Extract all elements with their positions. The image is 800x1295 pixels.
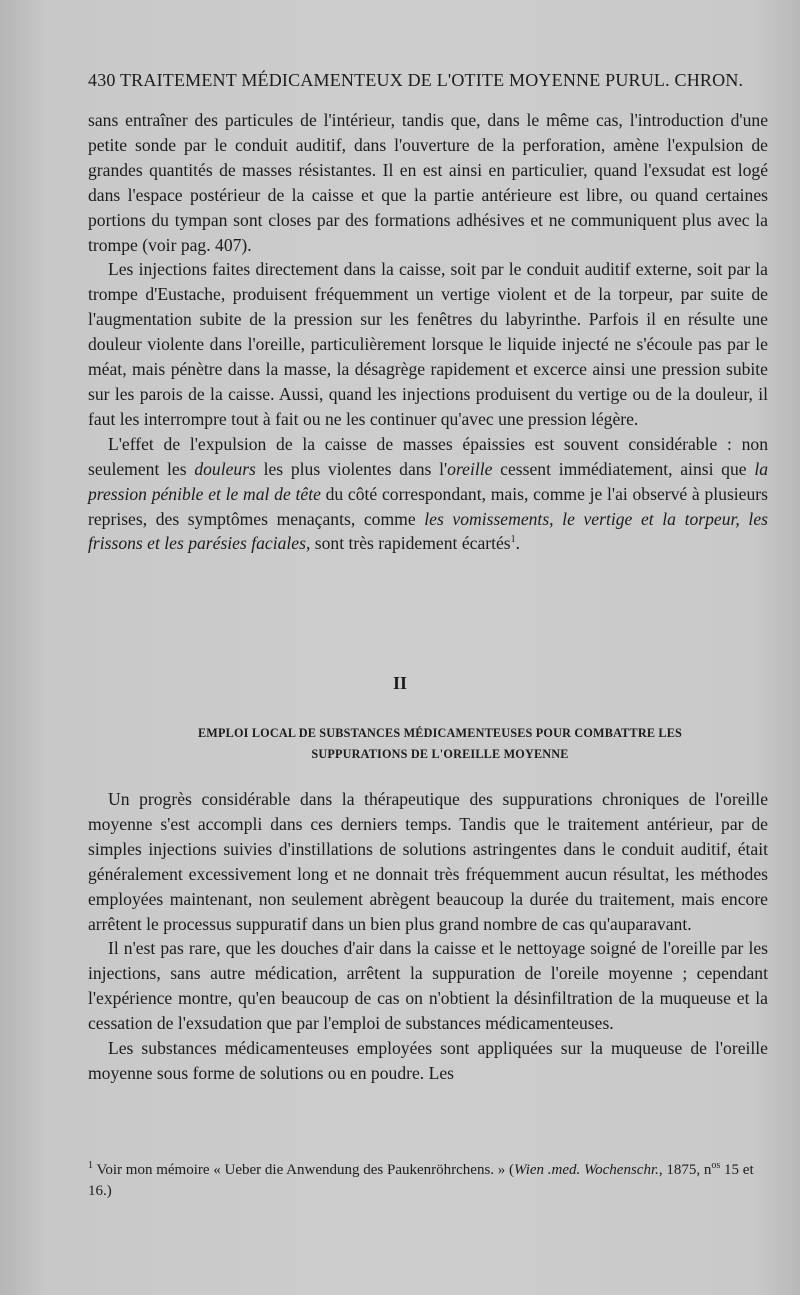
text-run: sont très rapidement écartés <box>310 533 511 554</box>
footnote-mark: 1 <box>88 1160 93 1171</box>
paragraph-air-douches: Il n'est pas rare, que les douches d'air dans la caisse et le nettoyage soigné de l'oreille par les injections, sans autre médication, arrêtent la suppuration de l'oreile moyenne ; cependant l'expérience montre, qu'en beaucoup de cas on n'obtient la désinfiltration de la muqueuse et la cessation de l'exsudation que par l'emploi de substances médicamenteuses. <box>88 938 768 1034</box>
italic-run: la pression pénible et le mal de tête <box>88 458 768 504</box>
footnote-text: 15 et 16.) <box>88 1162 754 1199</box>
paragraph-substances: Les substances médicamenteuses employées sont appliquées sur la muqueuse de l'oreille moyenne sous forme de solutions ou en poudre. Les <box>88 1038 768 1083</box>
footnote <box>88 1160 768 1202</box>
section-heading-line-1: EMPLOI LOCAL DE SUBSTANCES MÉDICAMENTEUSES POUR COMBATTRE LES <box>197 726 683 740</box>
text-run: les plus violentes dans l' <box>255 458 448 479</box>
footnote-superscript: os <box>711 1160 721 1171</box>
italic-run: oreille <box>447 458 493 479</box>
paragraph-progress: Un progrès considérable dans la thérapeutique des suppurations chroniques de l'oreille moyenne s'est accompli dans ces derniers temps. Tandis que le traitement antérieur, par de simples injections suivies d'instillations de solutions astringentes dans le conduit auditif, était généralement excessivement long et ne donnait très fréquemment aucun résultat, les méthodes employées maintenant, non seulement abrègent beaucoup la durée du traitement, mais encore arrêtent le processus suppuratif dans un bien plus grand nombre de cas qu'auparavant. <box>88 789 768 934</box>
footnote-text: 1875, n <box>662 1162 712 1178</box>
paragraph-effect <box>88 432 768 557</box>
text-run: . <box>515 533 521 554</box>
italic-run: les vomissements, le vertige et la torpeur, les frissons et les parésies faciales, <box>88 508 768 554</box>
italic-run: douleurs <box>194 458 256 479</box>
text-run: cessent immédiatement, ainsi que <box>492 458 755 479</box>
section-number: II <box>392 673 407 693</box>
footnote-reference[interactable]: 1 <box>510 534 516 546</box>
section-heading-line-2: SUPPURATIONS DE L'OREILLE MOYENNE <box>311 747 569 761</box>
footnote-text: Voir mon mémoire « Ueber die Anwendung des Paukenröhrchens. » ( <box>93 1162 515 1178</box>
paragraph-continued: sans entraîner des particules de l'intérieur, tandis que, dans le même cas, l'introduction d'une petite sonde par le conduit auditif, dans l'ouverture de la perforation, amène l'expulsion de grandes quantités de masses résistantes. Il en est ainsi en particulier, quand l'exsudat est logé dans l'espace postérieur de la caisse et que la partie antérieure est libre, ou quand certaines portions du tympan sont closes par des formations adhésives et ne communiquent plus avec la trompe (voir pag. 407). <box>88 110 768 255</box>
text-run: du côté correspondant, mais, comme je l'ai observé à plusieurs reprises, des symptômes menaçants, comme <box>88 483 768 529</box>
running-header: 430 TRAITEMENT MÉDICAMENTEUX DE L'OTITE MOYENNE PURUL. CHRON. <box>88 70 744 90</box>
paragraph-injections: Les injections faites directement dans la caisse, soit par le conduit auditif externe, soit par la trompe d'Eustache, produisent fréquemment un vertige violent et de la torpeur, par suite de l'augmentation subite de la pression sur les fenêtres du labyrinthe. Parfois il en résulte une douleur violente dans l'oreille, particulièrement lorsque le liquide injecté ne s'écoule pas par le méat, mais pénètre dans la masse, la désagrège rapidement et excerce ainsi une pression subite sur les parois de la caisse. Aussi, quand les injections produisent du vertige ou de la douleur, il faut les interrompre tout à fait ou ne les continuer qu'avec une pression légère. <box>88 259 768 429</box>
section-heading <box>140 723 740 765</box>
text-run: L'effet de l'expulsion de la caisse de masses épaissies est souvent considérable : non seulement les <box>88 433 768 479</box>
body-text-upper <box>88 108 768 556</box>
footnote-journal: Wien .med. Wochenschr., <box>514 1162 663 1178</box>
body-text-lower <box>88 787 768 1086</box>
